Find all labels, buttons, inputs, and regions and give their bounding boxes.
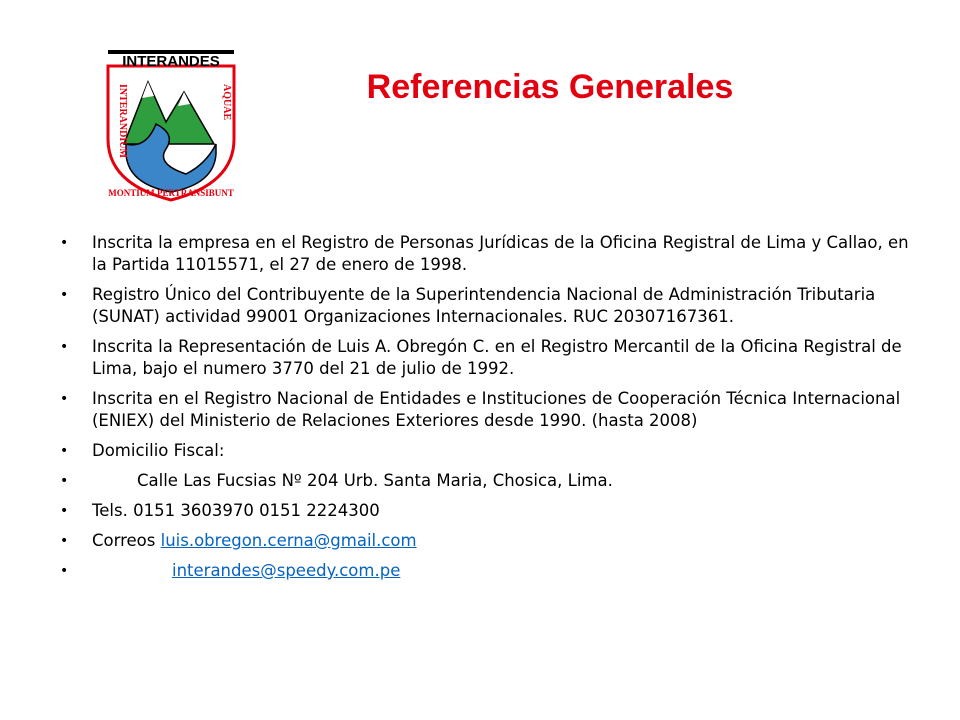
list-item-text: Domicilio Fiscal:: [92, 441, 225, 460]
email-link-speedy[interactable]: interandes@speedy.com.pe: [172, 561, 401, 580]
bullet-icon: •: [60, 287, 69, 303]
address-text: Calle Las Fucsias Nº 204 Urb. Santa Maria, Chosica, Lima.: [137, 471, 613, 490]
bullet-icon: •: [60, 339, 69, 355]
list-item: [60, 232, 920, 276]
emails-label: Correos: [92, 531, 161, 550]
logo-motto-right: AQUAE: [221, 84, 232, 121]
bullet-icon: •: [60, 533, 69, 549]
email-link-gmail[interactable]: luis.obregon.cerna@gmail.com: [160, 531, 417, 550]
page-title: Referencias Generales: [366, 68, 734, 106]
bullet-icon: •: [60, 443, 69, 459]
list-item: [60, 388, 920, 432]
list-item-text: Registro Único del Contribuyente de la Superintendencia Nacional de Administración Tributaria (SUNAT) actividad 99001 Organizaciones Internacionales. RUC 20307167361.: [92, 285, 876, 326]
bullet-icon: •: [60, 563, 69, 579]
list-item-text: Inscrita la empresa en el Registro de Personas Jurídicas de la Oficina Registral de Lima y Callao, en la Partida 11015571, el 27 de enero de 1998.: [92, 233, 909, 274]
phones-text: Tels. 0151 3603970 0151 2224300: [92, 501, 380, 520]
list-item-text: Inscrita la Representación de Luis A. Obregón C. en el Registro Mercantil de la Oficina Registral de Lima, bajo el numero 3770 del 21 de julio de 1992.: [92, 337, 902, 378]
bullet-icon: •: [60, 391, 69, 407]
list-item: [60, 530, 920, 552]
list-item: [60, 336, 920, 380]
bullet-icon: •: [60, 235, 69, 251]
list-item: [60, 560, 920, 582]
email-link-wrapper: [92, 560, 400, 582]
bullet-icon: •: [60, 503, 69, 519]
list-item: [60, 284, 920, 328]
list-item-text: Inscrita en el Registro Nacional de Entidades e Instituciones de Cooperación Técnica Internacional (ENIEX) del Ministerio de Relaciones Exteriores desde 1990. (hasta 2008): [92, 389, 901, 430]
bullet-icon: •: [60, 473, 69, 489]
interandes-logo: [96, 44, 246, 204]
logo-motto-bottom: MONTIUM PERTRANSIBUNT: [108, 188, 234, 198]
references-list: [60, 232, 920, 590]
list-item: [60, 500, 920, 522]
list-item: [60, 440, 920, 462]
logo-wordmark: INTERANDES: [122, 53, 220, 70]
list-item: [60, 470, 920, 492]
logo-motto-left: INTERANDIUM: [117, 84, 128, 158]
